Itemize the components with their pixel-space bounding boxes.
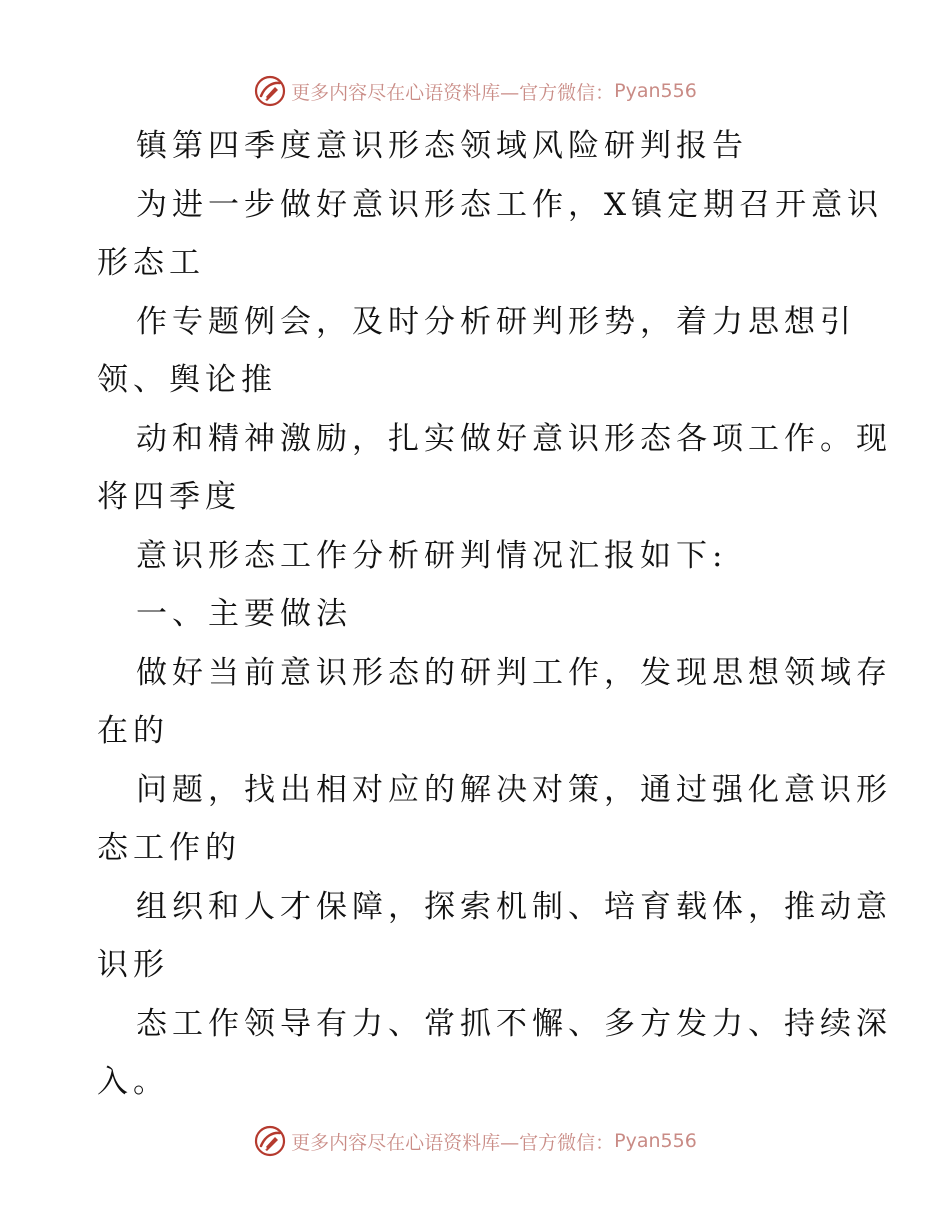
watermark-id: Pyan556 xyxy=(614,80,697,102)
watermark-text: 更多内容尽在心语资料库—官方微信： xyxy=(291,81,615,104)
paragraph-line: 问题，找出相对应的解决对策，通过强化意识形 xyxy=(136,772,892,808)
paragraph-line: 为进一步做好意识形态工作，X镇定期召开意识 xyxy=(136,187,884,223)
paragraph-line: 形态工 xyxy=(97,245,205,281)
footer-watermark xyxy=(0,1121,950,1161)
watermark-id: Pyan556 xyxy=(614,1130,697,1152)
section-heading: 一、主要做法 xyxy=(136,596,352,632)
paragraph-line: 将四季度 xyxy=(97,479,241,515)
paragraph-line: 态工作的 xyxy=(97,830,241,866)
paragraph-line: 做好当前意识形态的研判工作，发现思想领域存 xyxy=(136,655,892,691)
pen-seal-icon xyxy=(253,74,287,108)
paragraph-line: 领、舆论推 xyxy=(97,362,277,398)
paragraph-line: 入。 xyxy=(97,1064,169,1100)
paragraph-line: 态工作领导有力、常抓不懈、多方发力、持续深 xyxy=(136,1006,892,1042)
pen-seal-icon xyxy=(253,1124,287,1158)
paragraph-line: 意识形态工作分析研判情况汇报如下: xyxy=(136,538,728,574)
header-watermark xyxy=(0,71,950,111)
paragraph-line: 识形 xyxy=(97,947,169,983)
watermark-text: 更多内容尽在心语资料库—官方微信： xyxy=(291,1131,615,1154)
paragraph-line: 组织和人才保障，探索机制、培育载体，推动意 xyxy=(136,889,892,925)
paragraph-line: 作专题例会，及时分析研判形势，着力思想引 xyxy=(136,304,856,340)
paragraph-line: 在的 xyxy=(97,713,169,749)
paragraph-line: 动和精神激励，扎实做好意识形态各项工作。现 xyxy=(136,421,892,457)
document-title: 镇第四季度意识形态领域风险研判报告 xyxy=(136,128,748,164)
